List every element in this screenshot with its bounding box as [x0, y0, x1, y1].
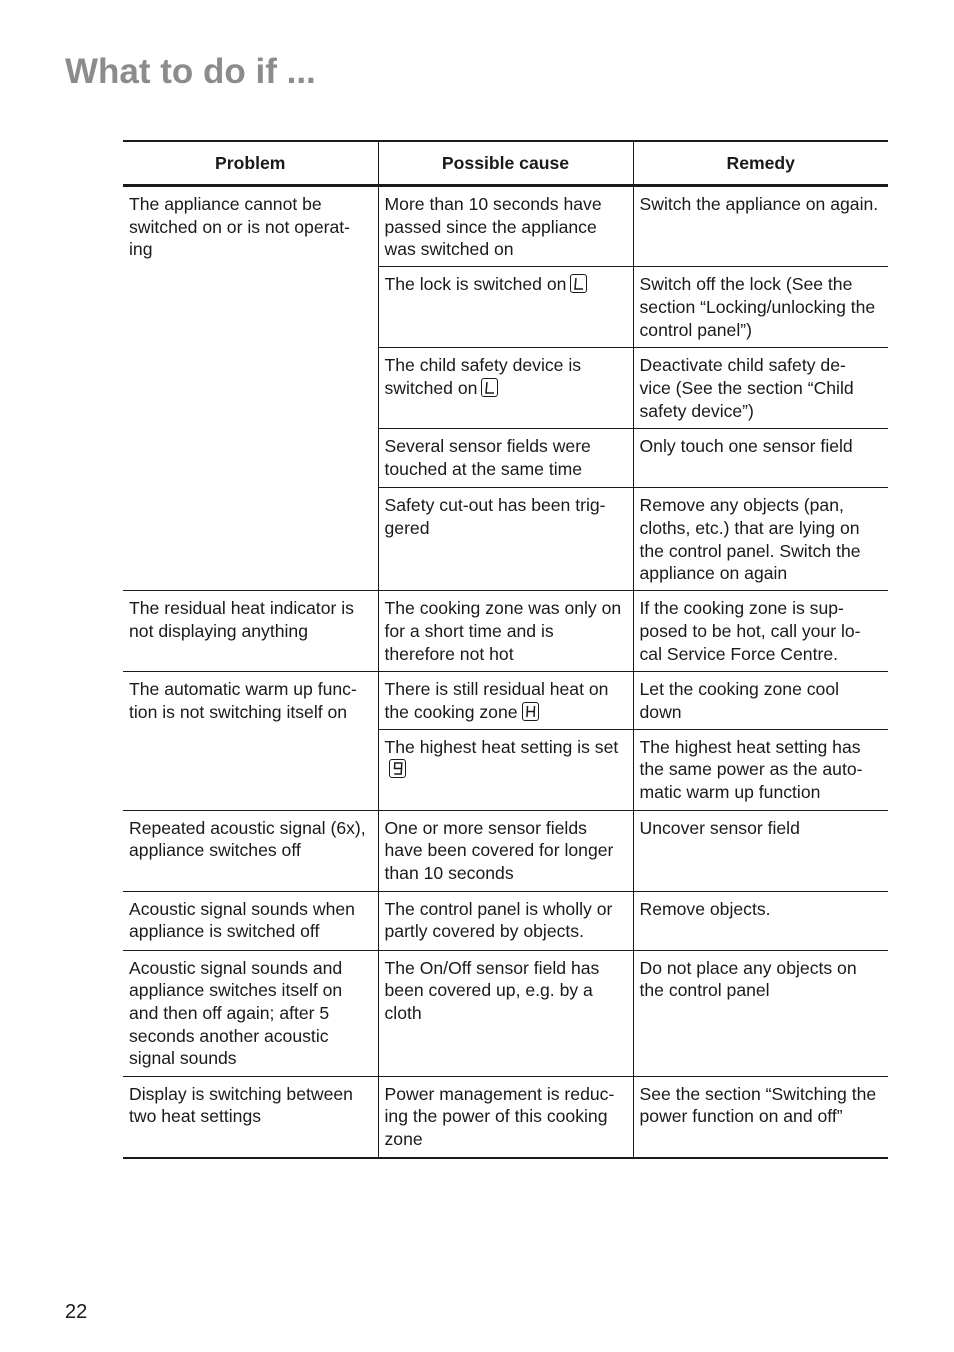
cause-cell — [378, 950, 633, 1076]
troubleshooting-table — [123, 140, 888, 1159]
remedy-cell — [633, 950, 888, 1076]
header-remedy: Remedy — [633, 141, 888, 186]
table-row — [123, 1076, 888, 1158]
cause-cell — [378, 1076, 633, 1158]
cause-cell — [378, 267, 633, 348]
cause-text: Several sensor fields were touched at the same time — [384, 436, 591, 479]
cause-text: The child safety device is switched on — [384, 355, 582, 398]
table-header-row — [123, 141, 888, 186]
remedy-text: If the cooking zone is sup- posed to be hot, call your lo- cal Service Force Centre. — [639, 598, 861, 664]
cause-text: More than 10 seconds have passed since the appliance was switched on — [384, 194, 602, 260]
remedy-text: Switch off the lock (See the section “Locking/unlocking the control panel”) — [639, 274, 876, 340]
problem-text: Acoustic signal sounds and appliance switches itself on and then off again; after 5 seconds another acoustic signal sounds — [129, 957, 343, 1069]
remedy-text: Let the cooking zone cool down — [639, 679, 840, 722]
cause-text: The On/Off sensor field has been covered up, e.g. by a cloth — [384, 957, 600, 1023]
remedy-text: Remove any objects (pan, cloths, etc.) that are lying on the control panel. Switch the appliance on again — [639, 495, 861, 584]
problem-text: The automatic warm up func- tion is not switching itself on — [129, 679, 357, 722]
remedy-cell — [633, 348, 888, 429]
problem-cell — [123, 672, 378, 810]
table-row — [123, 891, 888, 950]
cause-cell — [378, 891, 633, 950]
remedy-cell — [633, 591, 888, 672]
cause-text: One or more sensor fields have been covered for longer than 10 seconds — [384, 817, 614, 883]
page-title: What to do if ... — [65, 52, 316, 91]
cause-cell — [378, 186, 633, 267]
problem-cell — [123, 950, 378, 1076]
residual-heat-display-icon — [522, 702, 539, 721]
remedy-cell — [633, 488, 888, 591]
problem-text: The appliance cannot be switched on or is not operat- ing — [129, 194, 351, 260]
cause-cell — [378, 488, 633, 591]
problem-text: Acoustic signal sounds when appliance is switched off — [129, 898, 355, 942]
remedy-text: Only touch one sensor field — [639, 436, 853, 457]
cause-text: There is still residual heat on the cooking zone — [384, 679, 609, 722]
table-row — [123, 950, 888, 1076]
table-row — [123, 186, 888, 267]
problem-text: Display is switching between two heat settings — [129, 1083, 353, 1127]
remedy-cell — [633, 429, 888, 488]
remedy-cell — [633, 729, 888, 810]
problem-cell — [123, 891, 378, 950]
remedy-cell — [633, 891, 888, 950]
cause-cell — [378, 729, 633, 810]
remedy-text: Uncover sensor field — [639, 817, 800, 838]
cause-text: The control panel is wholly or partly covered by objects. — [384, 898, 613, 942]
remedy-text: Switch the appliance on again. — [639, 194, 879, 214]
heat-setting-nine-display-icon — [389, 759, 406, 778]
problem-cell — [123, 810, 378, 891]
remedy-text: Do not place any objects on the control panel — [639, 957, 857, 1001]
cause-cell — [378, 810, 633, 891]
cause-cell — [378, 591, 633, 672]
cause-cell — [378, 348, 633, 429]
lock-display-icon — [570, 274, 587, 293]
remedy-text: Remove objects. — [639, 898, 771, 919]
cause-cell — [378, 672, 633, 729]
problem-cell — [123, 591, 378, 672]
remedy-cell — [633, 672, 888, 729]
problem-cell — [123, 186, 378, 591]
cause-cell — [378, 429, 633, 488]
problem-cell — [123, 1076, 378, 1158]
table-row — [123, 591, 888, 672]
remedy-text: Deactivate child safety de- vice (See the section “Child safety device”) — [639, 355, 854, 421]
remedy-text: The highest heat setting has the same power as the auto- matic warm up function — [639, 736, 863, 802]
cause-text: The cooking zone was only on for a short time and is therefore not hot — [384, 598, 622, 664]
table-row — [123, 810, 888, 891]
problem-text: Repeated acoustic signal (6x), appliance switches off — [129, 817, 366, 861]
table-row — [123, 672, 888, 729]
remedy-cell — [633, 186, 888, 267]
remedy-cell — [633, 267, 888, 348]
problem-text: The residual heat indicator is not displaying anything — [129, 598, 354, 641]
lock-display-icon — [481, 378, 498, 397]
page-number: 22 — [65, 1301, 88, 1323]
cause-text: The highest heat setting is set — [384, 736, 619, 757]
remedy-cell — [633, 1076, 888, 1158]
cause-text: The lock is switched on — [384, 274, 567, 295]
remedy-text: See the section “Switching the power function on and off” — [639, 1083, 877, 1127]
header-possible-cause: Possible cause — [378, 141, 633, 186]
cause-text: Power management is reduc- ing the power of this cooking zone — [384, 1083, 615, 1149]
cause-text: Safety cut-out has been trig- gered — [384, 495, 606, 538]
remedy-cell — [633, 810, 888, 891]
header-problem: Problem — [123, 141, 378, 186]
